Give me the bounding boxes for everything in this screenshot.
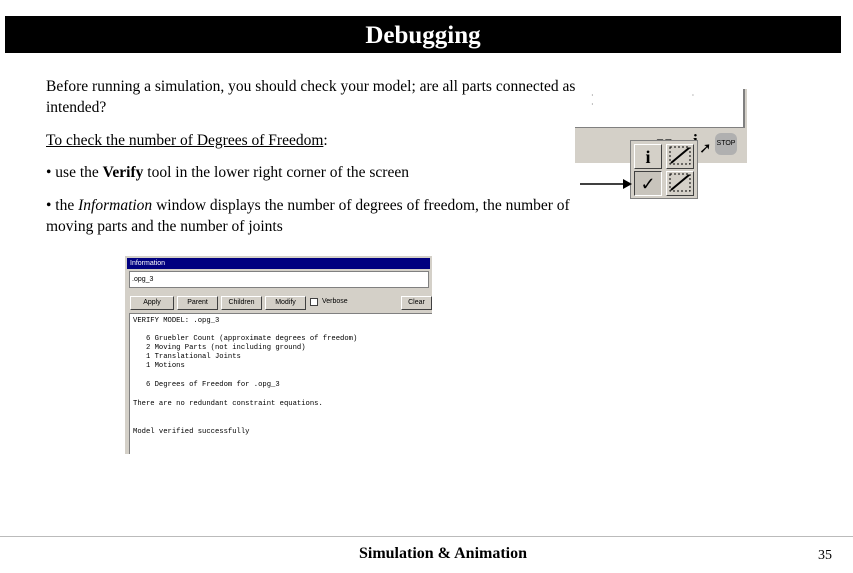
information-window (125, 256, 432, 454)
output-line: 6 Degrees of Freedom for .opg_3 (133, 381, 280, 389)
verify-output-area (129, 313, 432, 454)
check-heading-text: To check the number of Degrees of Freedom (46, 132, 324, 149)
verbose-label: Verbose (322, 298, 348, 305)
clear-button[interactable]: Clear (401, 296, 432, 310)
output-line: 6 Gruebler Count (approximate degrees of freedom) (133, 335, 358, 343)
viewport-area (575, 89, 745, 128)
page-number: 35 (818, 548, 832, 563)
measure-angle-button[interactable] (666, 171, 694, 196)
modify-button[interactable]: Modify (265, 296, 306, 310)
bullet-information-suffix: window displays the number of degrees of freedom, the number of moving parts and the number of joints (46, 197, 570, 235)
output-line: 1 Motions (133, 362, 185, 370)
bullet-verify-prefix: • use the (46, 164, 103, 181)
verify-button[interactable]: ✓ (634, 171, 662, 196)
output-line: 2 Moving Parts (not including ground) (133, 344, 306, 352)
output-line: Model verified successfully (133, 428, 250, 436)
bullet-verify-suffix: tool in the lower right corner of the screen (143, 164, 409, 181)
apply-button[interactable]: Apply (130, 296, 174, 310)
information-window-title: Information (127, 258, 430, 269)
verify-flyout (630, 140, 698, 199)
output-line: 1 Translational Joints (133, 353, 241, 361)
intro-text: Before running a simulation, you should check your model; are all parts connected as intended? (46, 78, 576, 116)
bullet-information-emph: Information (78, 197, 153, 214)
parent-button[interactable]: Parent (177, 296, 218, 310)
output-line: There are no redundant constraint equations. (133, 400, 323, 408)
pointer-arrow-icon (580, 177, 632, 191)
check-heading (46, 130, 328, 151)
model-name-field[interactable]: .opg_3 (129, 271, 429, 288)
info-button[interactable]: i (634, 144, 662, 169)
measure-distance-button[interactable] (666, 144, 694, 169)
slide-title: Debugging (5, 16, 841, 53)
grid-dots: · · · (591, 91, 743, 109)
stop-button[interactable]: STOP (715, 133, 737, 155)
footer-divider (0, 536, 853, 537)
output-line: VERIFY MODEL: .opg_3 (133, 317, 220, 325)
verbose-checkbox[interactable] (310, 298, 318, 306)
bullet-information-prefix: • the (46, 197, 79, 214)
measure-distance-icon (668, 145, 692, 166)
footer-title: Simulation & Animation (358, 545, 528, 562)
bullet-verify-emph: Verify (102, 164, 144, 181)
bullet-verify (46, 162, 409, 183)
children-button[interactable]: Children (221, 296, 262, 310)
measure-angle-icon (668, 172, 692, 193)
bullet-information (46, 195, 586, 237)
mouse-cursor-icon: ➚ (699, 141, 712, 157)
check-heading-colon: : (323, 132, 328, 149)
